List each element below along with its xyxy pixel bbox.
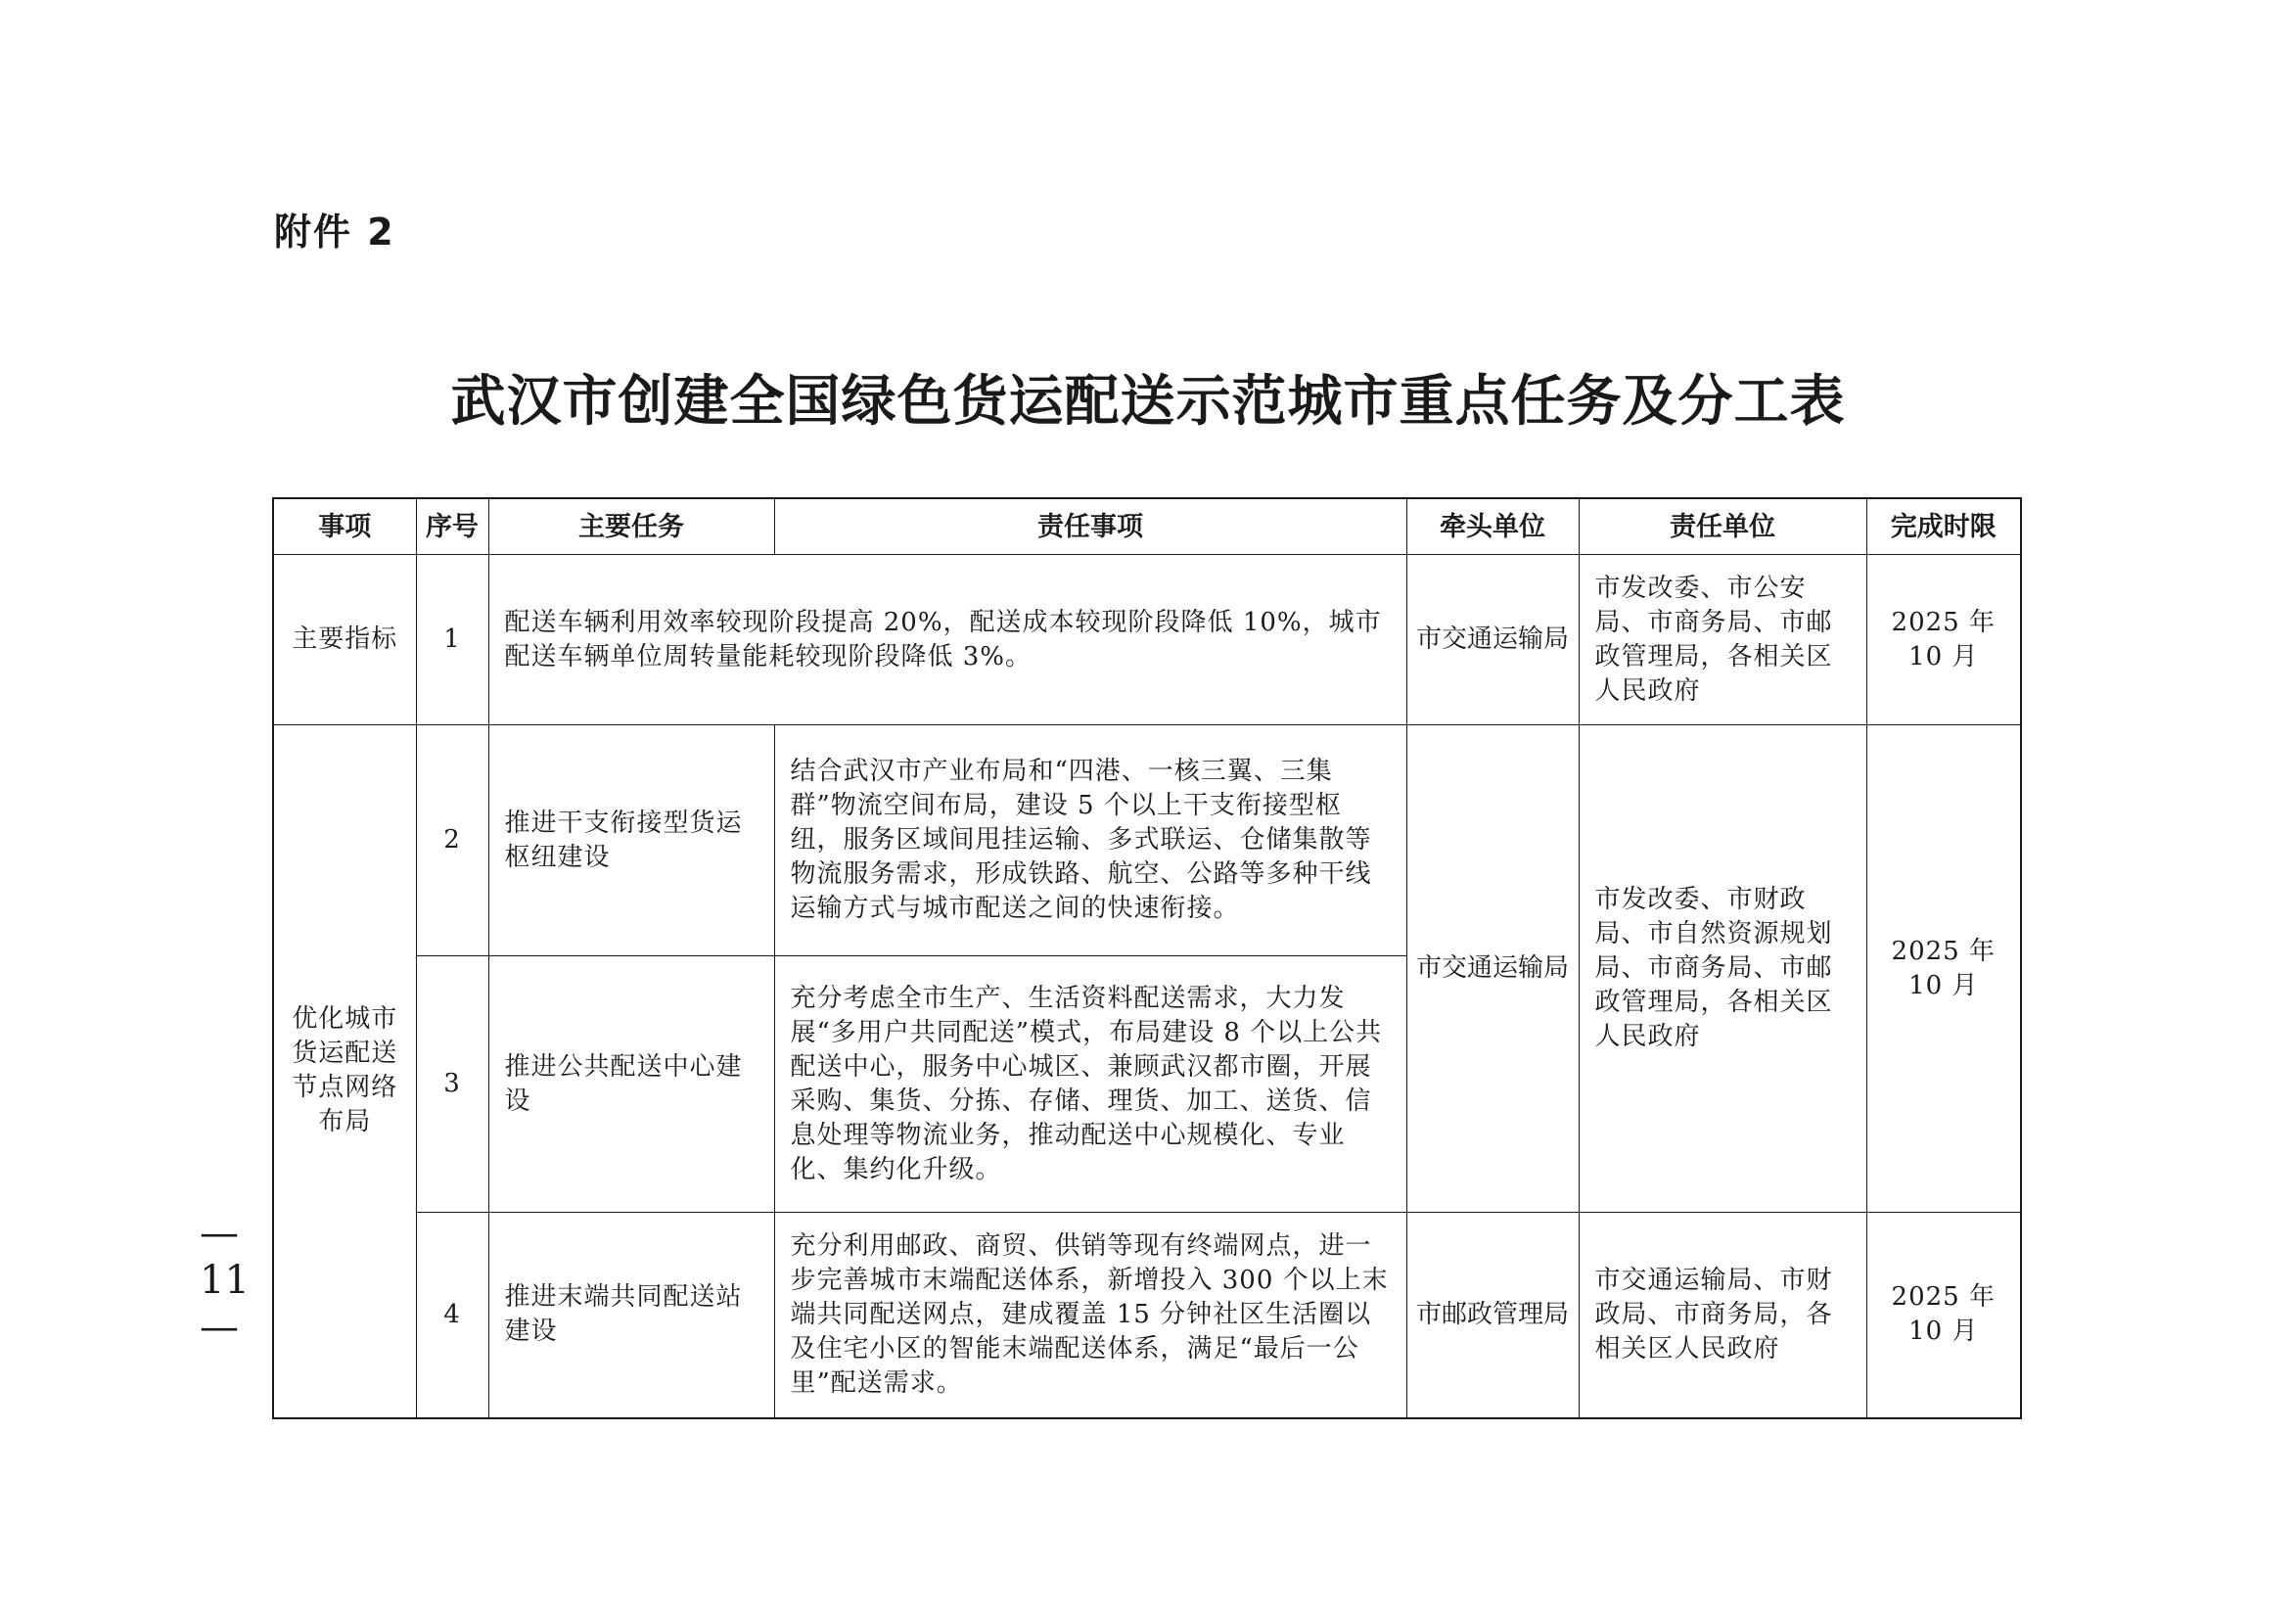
header-seq: 序号: [416, 498, 488, 555]
page-number-dash-bottom: —: [200, 1305, 239, 1350]
cell-seq: 4: [416, 1213, 488, 1418]
cell-lead: 市交通运输局: [1406, 725, 1579, 1213]
cell-lead: 市邮政管理局: [1406, 1213, 1579, 1418]
header-duty: 责任事项: [774, 498, 1406, 555]
page-number-dash-top: —: [200, 1211, 239, 1256]
table-header-row: [273, 498, 2021, 555]
cell-deadline: 2025 年 10 月: [1866, 725, 2021, 1213]
header-resp: 责任单位: [1579, 498, 1866, 555]
table-row: [273, 725, 2021, 956]
cell-duty: 配送车辆利用效率较现阶段提高 20%，配送成本较现阶段降低 10%，城市配送车辆单位周转量能耗较现阶段降低 3%。: [488, 555, 1406, 725]
cell-deadline: 2025 年 10 月: [1866, 555, 2021, 725]
cell-task: 推进末端共同配送站建设: [488, 1213, 774, 1418]
page-number: [200, 1210, 250, 1351]
cell-task: 推进公共配送中心建设: [488, 956, 774, 1213]
cell-resp: 市发改委、市公安局、市商务局、市邮政管理局，各相关区人民政府: [1579, 555, 1866, 725]
cell-duty: 结合武汉市产业布局和“四港、一核三翼、三集群”物流空间布局，建设 5 个以上干支衔接型枢纽，服务区域间甩挂运输、多式联运、仓储集散等物流服务需求，形成铁路、航空、公路等多种干线运输方式与城市配送之间的快速衔接。: [774, 725, 1406, 956]
cell-seq: 3: [416, 956, 488, 1213]
cell-seq: 2: [416, 725, 488, 956]
cell-resp: 市发改委、市财政局、市自然资源规划局、市商务局、市邮政管理局，各相关区人民政府: [1579, 725, 1866, 1213]
cell-lead: 市交通运输局: [1406, 555, 1579, 725]
cell-resp: 市交通运输局、市财政局、市商务局，各相关区人民政府: [1579, 1213, 1866, 1418]
cell-category: 主要指标: [273, 555, 416, 725]
cell-task: 推进干支衔接型货运枢纽建设: [488, 725, 774, 956]
header-category: 事项: [273, 498, 416, 555]
header-deadline: 完成时限: [1866, 498, 2021, 555]
page-number-value: 11: [200, 1258, 250, 1303]
table-row: [273, 555, 2021, 725]
page-title: 武汉市创建全国绿色货运配送示范城市重点任务及分工表: [450, 369, 1846, 434]
cell-seq: 1: [416, 555, 488, 725]
attachment-label: 附件 2: [274, 210, 395, 254]
header-task: 主要任务: [488, 498, 774, 555]
cell-duty: 充分利用邮政、商贸、供销等现有终端网点，进一步完善城市末端配送体系，新增投入 300 个以上末端共同配送网点，建成覆盖 15 分钟社区生活圈以及住宅小区的智能末端配送体系，满足“最后一公里”配送需求。: [774, 1213, 1406, 1418]
task-table: [272, 497, 2022, 1419]
cell-category: 优化城市货运配送节点网络布局: [273, 725, 416, 1418]
table-row: [273, 1213, 2021, 1418]
header-lead: 牵头单位: [1406, 498, 1579, 555]
cell-duty: 充分考虑全市生产、生活资料配送需求，大力发展“多用户共同配送”模式，布局建设 8 个以上公共配送中心，服务中心城区、兼顾武汉都市圈，开展采购、集货、分拣、存储、理货、加工、送货、信息处理等物流业务，推动配送中心规模化、专业化、集约化升级。: [774, 956, 1406, 1213]
cell-deadline: 2025 年 10 月: [1866, 1213, 2021, 1418]
